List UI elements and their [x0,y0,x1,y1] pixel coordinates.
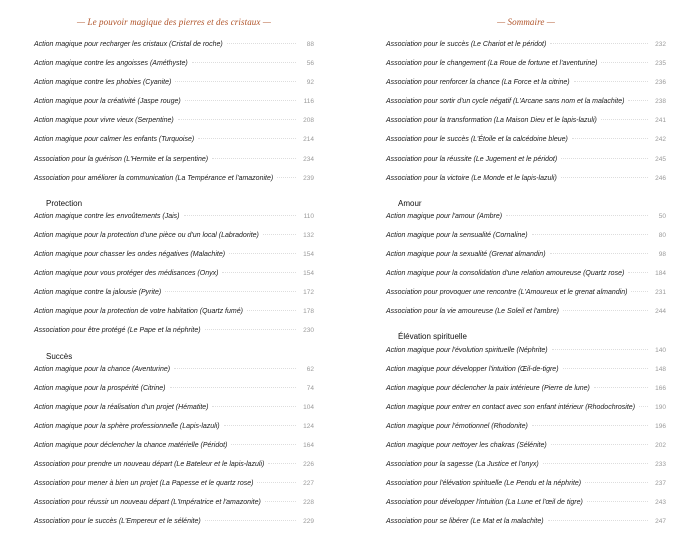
toc-entry [386,442,666,461]
dot-leader [268,463,296,464]
dot-leader [563,368,648,369]
toc-entry-label: Association pour l'élévation spirituelle (Le Pendu et la néphrite) [386,480,582,488]
toc-entry-label: Association pour se libérer (Le Mat et la malachite) [386,518,544,526]
toc-entry [34,423,314,442]
dot-leader [552,349,648,350]
dot-leader [628,272,648,273]
toc-entry-page-number: 140 [655,346,666,354]
dot-leader [224,425,296,426]
dot-leader [574,81,648,82]
toc-entry-page-number: 242 [655,136,666,144]
toc-entry-page-number: 154 [303,251,314,259]
toc-entry [34,60,314,79]
toc-entry-label: Action magique pour nettoyer les chakras (Sélénite) [386,441,547,449]
toc-entry-page-number: 74 [306,384,314,392]
toc-entry [34,251,314,270]
toc-entry-label: Action magique pour vivre vieux (Serpentine) [34,117,174,125]
toc-entry-page-number: 164 [303,441,314,449]
toc-entry-page-number: 88 [306,41,314,48]
dot-leader [257,482,296,483]
dot-leader [506,215,648,216]
dot-leader [543,463,648,464]
dot-leader [561,158,648,159]
toc-entry-label: Action magique pour la sexualité (Grenat almandin) [386,251,546,259]
toc-entry-page-number: 202 [655,441,666,449]
toc-entry-page-number: 116 [303,98,314,106]
dot-leader [563,310,648,311]
toc-entry-page-number: 243 [655,499,666,507]
toc-entry-page-number: 184 [655,270,666,278]
dot-leader [165,291,296,292]
toc-entry-page-number: 227 [303,480,314,488]
toc-entry [34,270,314,289]
right-page [386,0,666,526]
toc-entry [34,461,314,480]
dot-leader [231,444,296,445]
toc-entry [386,461,666,480]
toc-entry [34,98,314,117]
dot-leader [212,406,296,407]
toc-entry-page-number: 246 [655,174,666,182]
toc-entry-label: Association pour la transformation (La Maison Dieu et le lapis-lazuli) [386,117,597,125]
toc-entry-page-number: 172 [303,289,314,297]
dot-leader [639,406,648,407]
toc-entry-page-number: 196 [655,422,666,430]
toc-entry-label: Association pour la vie amoureuse (Le Soleil et l'ambre) [386,308,559,316]
toc-entry [386,136,666,155]
toc-entry-label: Action magique pour l'émotionnel (Rhodonite) [386,422,528,430]
toc-entry [386,98,666,117]
toc-entry-label: Action magique pour développer l'intuition (Œil-de-tigre) [386,365,559,373]
toc-entry [34,117,314,136]
toc-entry-page-number: 50 [658,212,666,220]
toc-entry [386,347,666,366]
dot-leader [212,158,296,159]
toc-entry-page-number: 208 [303,117,314,125]
toc-entry-label: Action magique pour recharger les cristaux (Cristal de roche) [34,41,223,48]
toc-entry [386,404,666,423]
toc-entry [386,423,666,442]
dot-leader [263,234,296,235]
toc-entry-label: Action magique pour la sensualité (Cornaline) [386,231,528,239]
dot-leader [229,253,296,254]
toc-entry-label: Association pour développer l'intuition (La Lune et l'œil de tigre) [386,499,583,507]
toc-entry-page-number: 110 [303,212,314,220]
toc-entry-label: Action magique pour déclencher la paix intérieure (Pierre de lune) [386,384,590,392]
toc-entry [386,213,666,232]
dot-leader [227,43,296,44]
toc-entry-page-number: 237 [655,480,666,488]
toc-entry [34,404,314,423]
toc-entry [386,117,666,136]
section-heading-amour: Amour [398,198,422,208]
toc-entry-page-number: 244 [655,308,666,316]
dot-leader [175,81,296,82]
dot-leader [198,138,296,139]
toc-entry-label: Association pour être protégé (Le Pape et la néphrite) [34,327,201,335]
toc-entry-page-number: 238 [655,98,666,106]
toc-entry-page-number: 190 [655,403,666,411]
dot-leader [532,234,648,235]
dot-leader [205,520,296,521]
toc-entry [386,232,666,251]
toc-entry [386,308,666,327]
toc-entry-label: Association pour le succès (Le Chariot et le péridot) [386,41,547,48]
dot-leader [601,62,648,63]
dot-leader [185,100,296,101]
toc-entry-page-number: 98 [658,251,666,259]
dot-leader [192,62,296,63]
toc-entry-label: Action magique pour l'amour (Ambre) [386,212,503,220]
toc-entry [34,156,314,175]
dot-leader [222,272,296,273]
dot-leader [178,119,296,120]
dot-leader [594,387,648,388]
toc-entry-label: Association pour mener à bien un projet (La Papesse et le quartz rose) [34,480,254,488]
toc-entry [34,136,314,155]
left-toc [34,41,314,537]
toc-entry-label: Action magique pour la réalisation d'un projet (Hématite) [34,403,209,411]
toc-entry-page-number: 214 [303,136,314,144]
toc-entry-page-number: 228 [303,499,314,507]
toc-entry-page-number: 233 [655,461,666,469]
toc-entry [34,366,314,385]
toc-entry [386,79,666,98]
toc-entry-label: Action magique pour la créativité (Jaspe rouge) [34,98,181,106]
toc-entry-label: Action magique contre les phobies (Cyanite) [34,79,172,87]
dot-leader [551,444,648,445]
dot-leader [170,387,296,388]
dot-leader [247,310,296,311]
toc-entry [34,327,314,346]
toc-entry-page-number: 92 [306,79,314,87]
toc-entry-label: Action magique pour la protection de votre habitation (Quartz fumé) [34,308,243,316]
toc-entry-label: Action magique pour la sphère professionnelle (Lapis-lazuli) [34,422,220,430]
toc-entry-page-number: 236 [655,79,666,87]
dot-leader [628,100,648,101]
toc-entry [386,270,666,289]
toc-entry-page-number: 229 [303,518,314,526]
toc-entry-label: Association pour le changement (La Roue de fortune et l'aventurine) [386,60,598,68]
toc-entry [34,175,314,194]
toc-entry-page-number: 124 [303,422,314,430]
left-running-head: — Le pouvoir magique des pierres et des cristaux — [77,17,271,27]
toc-entry-page-number: 148 [655,365,666,373]
toc-entry-page-number: 104 [303,403,314,411]
toc-entry [386,60,666,79]
toc-entry-page-number: 154 [303,270,314,278]
toc-entry-page-number: 166 [655,384,666,392]
dot-leader [174,368,296,369]
toc-entry [34,41,314,60]
dot-leader [585,482,648,483]
toc-entry-label: Action magique pour déclencher la chance matérielle (Péridot) [34,441,228,449]
toc-entry [386,156,666,175]
toc-entry-label: Action magique pour la protection d'une pièce ou d'un local (Labradorite) [34,231,259,239]
toc-entry-label: Association pour le succès (L'Étoile et la calcédoine bleue) [386,136,568,144]
toc-entry [386,499,666,518]
toc-entry-label: Association pour provoquer une rencontre (L'Amoureux et le grenat almandin) [386,289,628,297]
toc-entry-label: Association pour sortir d'un cycle négatif (L'Arcane sans nom et la malachite) [386,98,625,106]
dot-leader [205,329,296,330]
left-page [34,0,314,526]
toc-entry-label: Association pour prendre un nouveau départ (Le Bateleur et le lapis-lazuli) [34,461,265,469]
toc-entry-label: Action magique pour la consolidation d'une relation amoureuse (Quartz rose) [386,270,625,278]
toc-entry-page-number: 234 [303,155,314,163]
toc-entry [386,289,666,308]
toc-entry-label: Action magique pour la prospérité (Citrine) [34,384,166,392]
dot-leader [277,177,296,178]
toc-entry-page-number: 231 [655,289,666,297]
toc-entry-label: Action magique pour l'évolution spirituelle (Néphrite) [386,346,548,354]
dot-leader [631,291,648,292]
section-heading-elevation: Élévation spirituelle [398,332,467,342]
toc-entry-label: Association pour le succès (L'Empereur et le sélénite) [34,518,201,526]
toc-entry-page-number: 232 [655,41,666,48]
toc-entry [34,213,314,232]
toc-entry [34,79,314,98]
toc-entry-label: Association pour renforcer la chance (La Force et la citrine) [386,79,570,87]
toc-entry-page-number: 235 [655,60,666,68]
dot-leader [265,501,296,502]
toc-entry-label: Action magique pour calmer les enfants (Turquoise) [34,136,195,144]
toc-entry [386,518,666,537]
toc-entry-label: Association pour réussir un nouveau départ (L'Impératrice et l'amazonite) [34,499,261,507]
toc-entry [34,232,314,251]
toc-entry-label: Association pour améliorer la communication (La Tempérance et l'amazonite) [34,174,274,182]
toc-entry-page-number: 56 [306,60,314,68]
toc-entry-label: Association pour la réussite (Le Jugement et le péridot) [386,155,558,163]
section-heading-succes: Succès [46,351,73,361]
toc-entry [386,175,666,194]
dot-leader [550,253,648,254]
toc-entry-page-number: 62 [306,365,314,373]
right-running-head: — Sommaire — [497,17,555,27]
toc-entry [34,518,314,537]
dot-leader [532,425,648,426]
toc-entry-page-number: 80 [658,231,666,239]
toc-entry [386,41,666,60]
dot-leader [601,119,648,120]
toc-entry-label: Action magique contre les envoûtements (Jais) [34,212,180,220]
dot-leader [550,43,648,44]
toc-entry-page-number: 245 [655,155,666,163]
toc-entry [34,308,314,327]
toc-entry [34,289,314,308]
dot-leader [184,215,296,216]
dot-leader [587,501,648,502]
toc-entry-label: Association pour la sagesse (La Justice et l'onyx) [386,461,539,469]
toc-entry-page-number: 230 [303,327,314,335]
toc-entry [34,385,314,404]
toc-entry-label: Action magique pour entrer en contact avec son enfant intérieur (Rhodochrosite) [386,403,636,411]
section-heading-protection: Protection [46,198,83,208]
toc-entry [386,251,666,270]
toc-entry-page-number: 226 [303,461,314,469]
toc-entry-label: Action magique pour la chance (Aventurine) [34,365,171,373]
toc-entry-label: Action magique pour vous protéger des médisances (Onyx) [34,270,219,278]
toc-entry-label: Action magique contre les angoisses (Améthyste) [34,60,188,68]
toc-entry-page-number: 132 [303,231,314,239]
toc-entry [34,442,314,461]
toc-entry-page-number: 247 [655,518,666,526]
toc-entry-label: Association pour la victoire (Le Monde et le lapis-lazuli) [386,174,557,182]
toc-entry-page-number: 239 [303,174,314,182]
dot-leader [572,138,648,139]
toc-entry [34,499,314,518]
toc-entry-page-number: 178 [303,308,314,316]
right-toc [386,41,666,537]
toc-entry-label: Action magique contre la jalousie (Pyrite) [34,289,162,297]
dot-leader [548,520,648,521]
toc-entry [386,366,666,385]
toc-entry [386,385,666,404]
toc-entry-label: Association pour la guérison (L'Hermite et la serpentine) [34,155,209,163]
toc-entry-page-number: 241 [655,117,666,125]
dot-leader [561,177,648,178]
toc-entry-label: Action magique pour chasser les ondes négatives (Malachite) [34,251,226,259]
